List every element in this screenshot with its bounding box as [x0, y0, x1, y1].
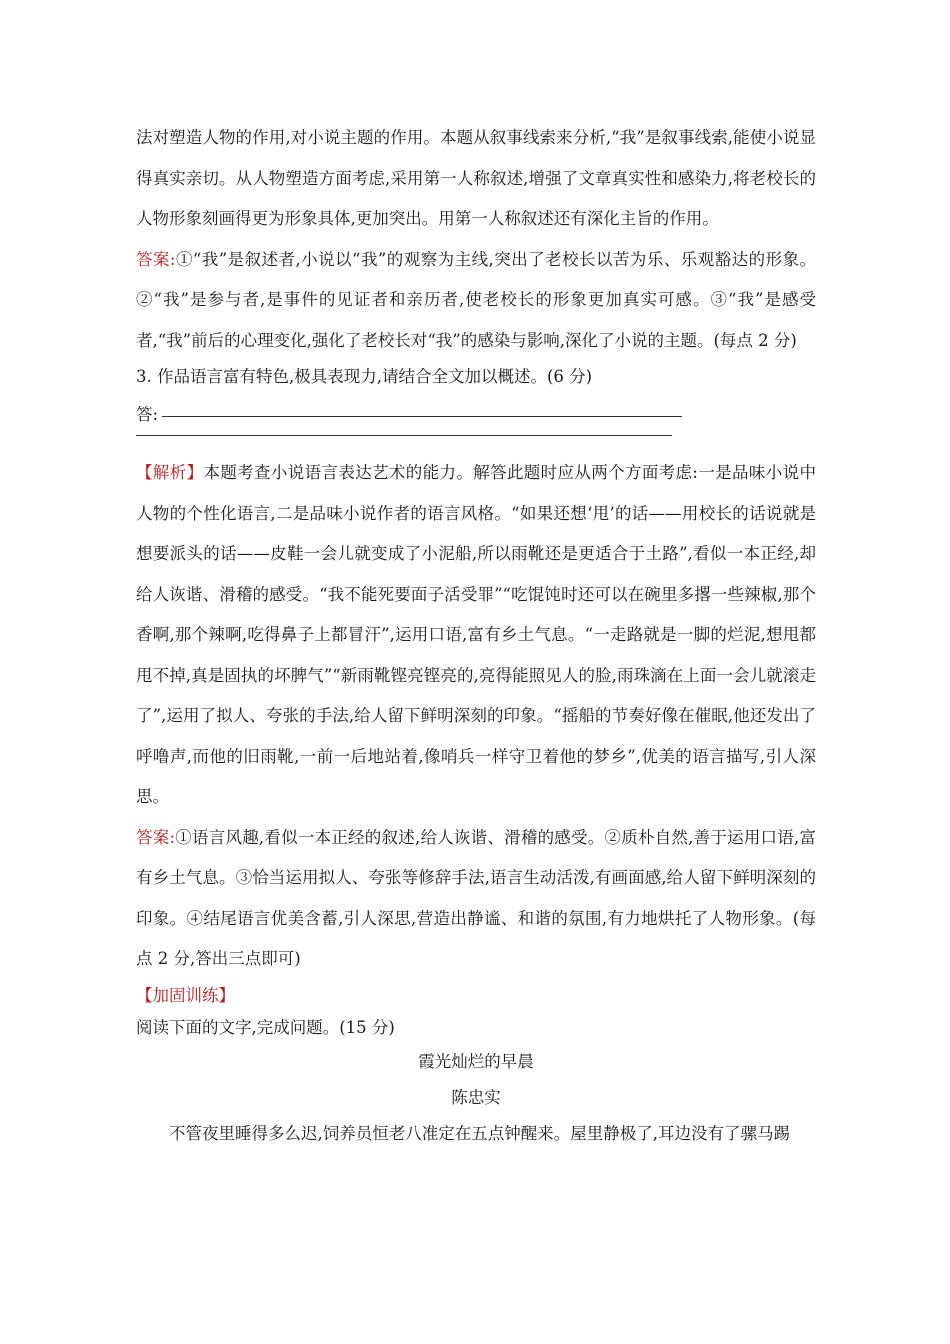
answer-2	[136, 240, 816, 362]
story-author: 陈忠实	[451, 1087, 501, 1107]
answer-text: ①语言风趣,看似一本正经的叙述,给人诙谐、滑稽的感受。②质朴自然,善于运用口语,富有乡土气息。③恰当运用拟人、夸张等修辞手法,语言生动活泼,有画面感,给人留下鲜明深刻的印象。④结尾语言优美含蓄,引人深思,营造出静谧、和谐的氛围,有力地烘托了人物形象。(每点 2 分,答出三点即可)	[136, 827, 817, 968]
story-title: 霞光灿烂的早晨	[418, 1051, 534, 1071]
answer-field[interactable]	[136, 393, 816, 425]
answer-3	[136, 818, 816, 980]
answer-label: 答案:	[136, 827, 176, 847]
answer-text: ①“我”是叙述者,小说以“我”的观察为主线,突出了老校长以苦为乐、乐观豁达的形象。②“我”是参与者,是事件的见证者和亲历者,使老校长的形象更加真实可感。③“我”是感受者,“我”前后的心理变化,强化了老校长对“我”的感染与影响,深化了小说的主题。(每点 2 分)	[136, 249, 817, 350]
analysis-text: 本题考查小说语言表达艺术的能力。解答此题时应从两个方面考虑:一是品味小说中人物的个性化语言,二是品味小说作者的语言风格。“如果还想‘甩’的话——用校长的话说就是想要派头的话——皮鞋一会儿就变成了小泥船,所以雨靴还是更适合于土路”,看似一本正经,却给人诙谐、滑稽的感受。“我不能死要面子活受罪”“吃馄饨时还可以在碗里多撂一些辣椒,那个香啊,那个辣啊,吃得鼻子上都冒汗”,运用口语,富有乡土气息。“一走路就是一脚的烂泥,想甩都甩不掉,真是固执的坏脾气”“新雨靴铿亮铿亮的,亮得能照见人的脸,雨珠滴在上面一会儿就滚走了”,运用了拟人、夸张的手法,给人留下鲜明深刻的印象。“摇船的节奏好像在催眠,他还发出了呼噜声,而他的旧雨靴,一前一后地站着,像哨兵一样守卫着他的梦乡”,优美的语言描写,引人深思。	[136, 463, 817, 806]
question-3: 3. 作品语言富有特色,极具表现力,请结合全文加以概述。(6 分)	[136, 367, 593, 386]
document-page	[136, 122, 816, 1152]
answer-blank-line[interactable]	[136, 425, 816, 451]
reading-instruction: 阅读下面的文字,完成问题。(15 分)	[136, 1017, 395, 1037]
answer-underline	[162, 416, 682, 417]
blank-underline	[136, 435, 672, 436]
analysis-continuation: 法对塑造人物的作用,对小说主题的作用。本题从叙事线索来分析,“我”是叙事线索,能使小说显得真实亲切。从人物塑造方面考虑,采用第一人称叙述,增强了文章真实性和感染力,将老校长的人物形象刻画得更为形象具体,更加突出。用第一人称叙述还有深化主旨的作用。	[136, 128, 816, 228]
answer-label: 答案:	[136, 249, 176, 269]
analysis-label: 【解析】	[136, 463, 204, 482]
story-first-line: 不管夜里睡得多么迟,饲养员恒老八准定在五点钟醒来。屋里静极了,耳边没有了骡马踢	[169, 1123, 790, 1143]
analysis-3	[136, 453, 816, 818]
answer-prompt: 答:	[136, 405, 159, 424]
training-heading: 【加固训练】	[136, 985, 235, 1005]
